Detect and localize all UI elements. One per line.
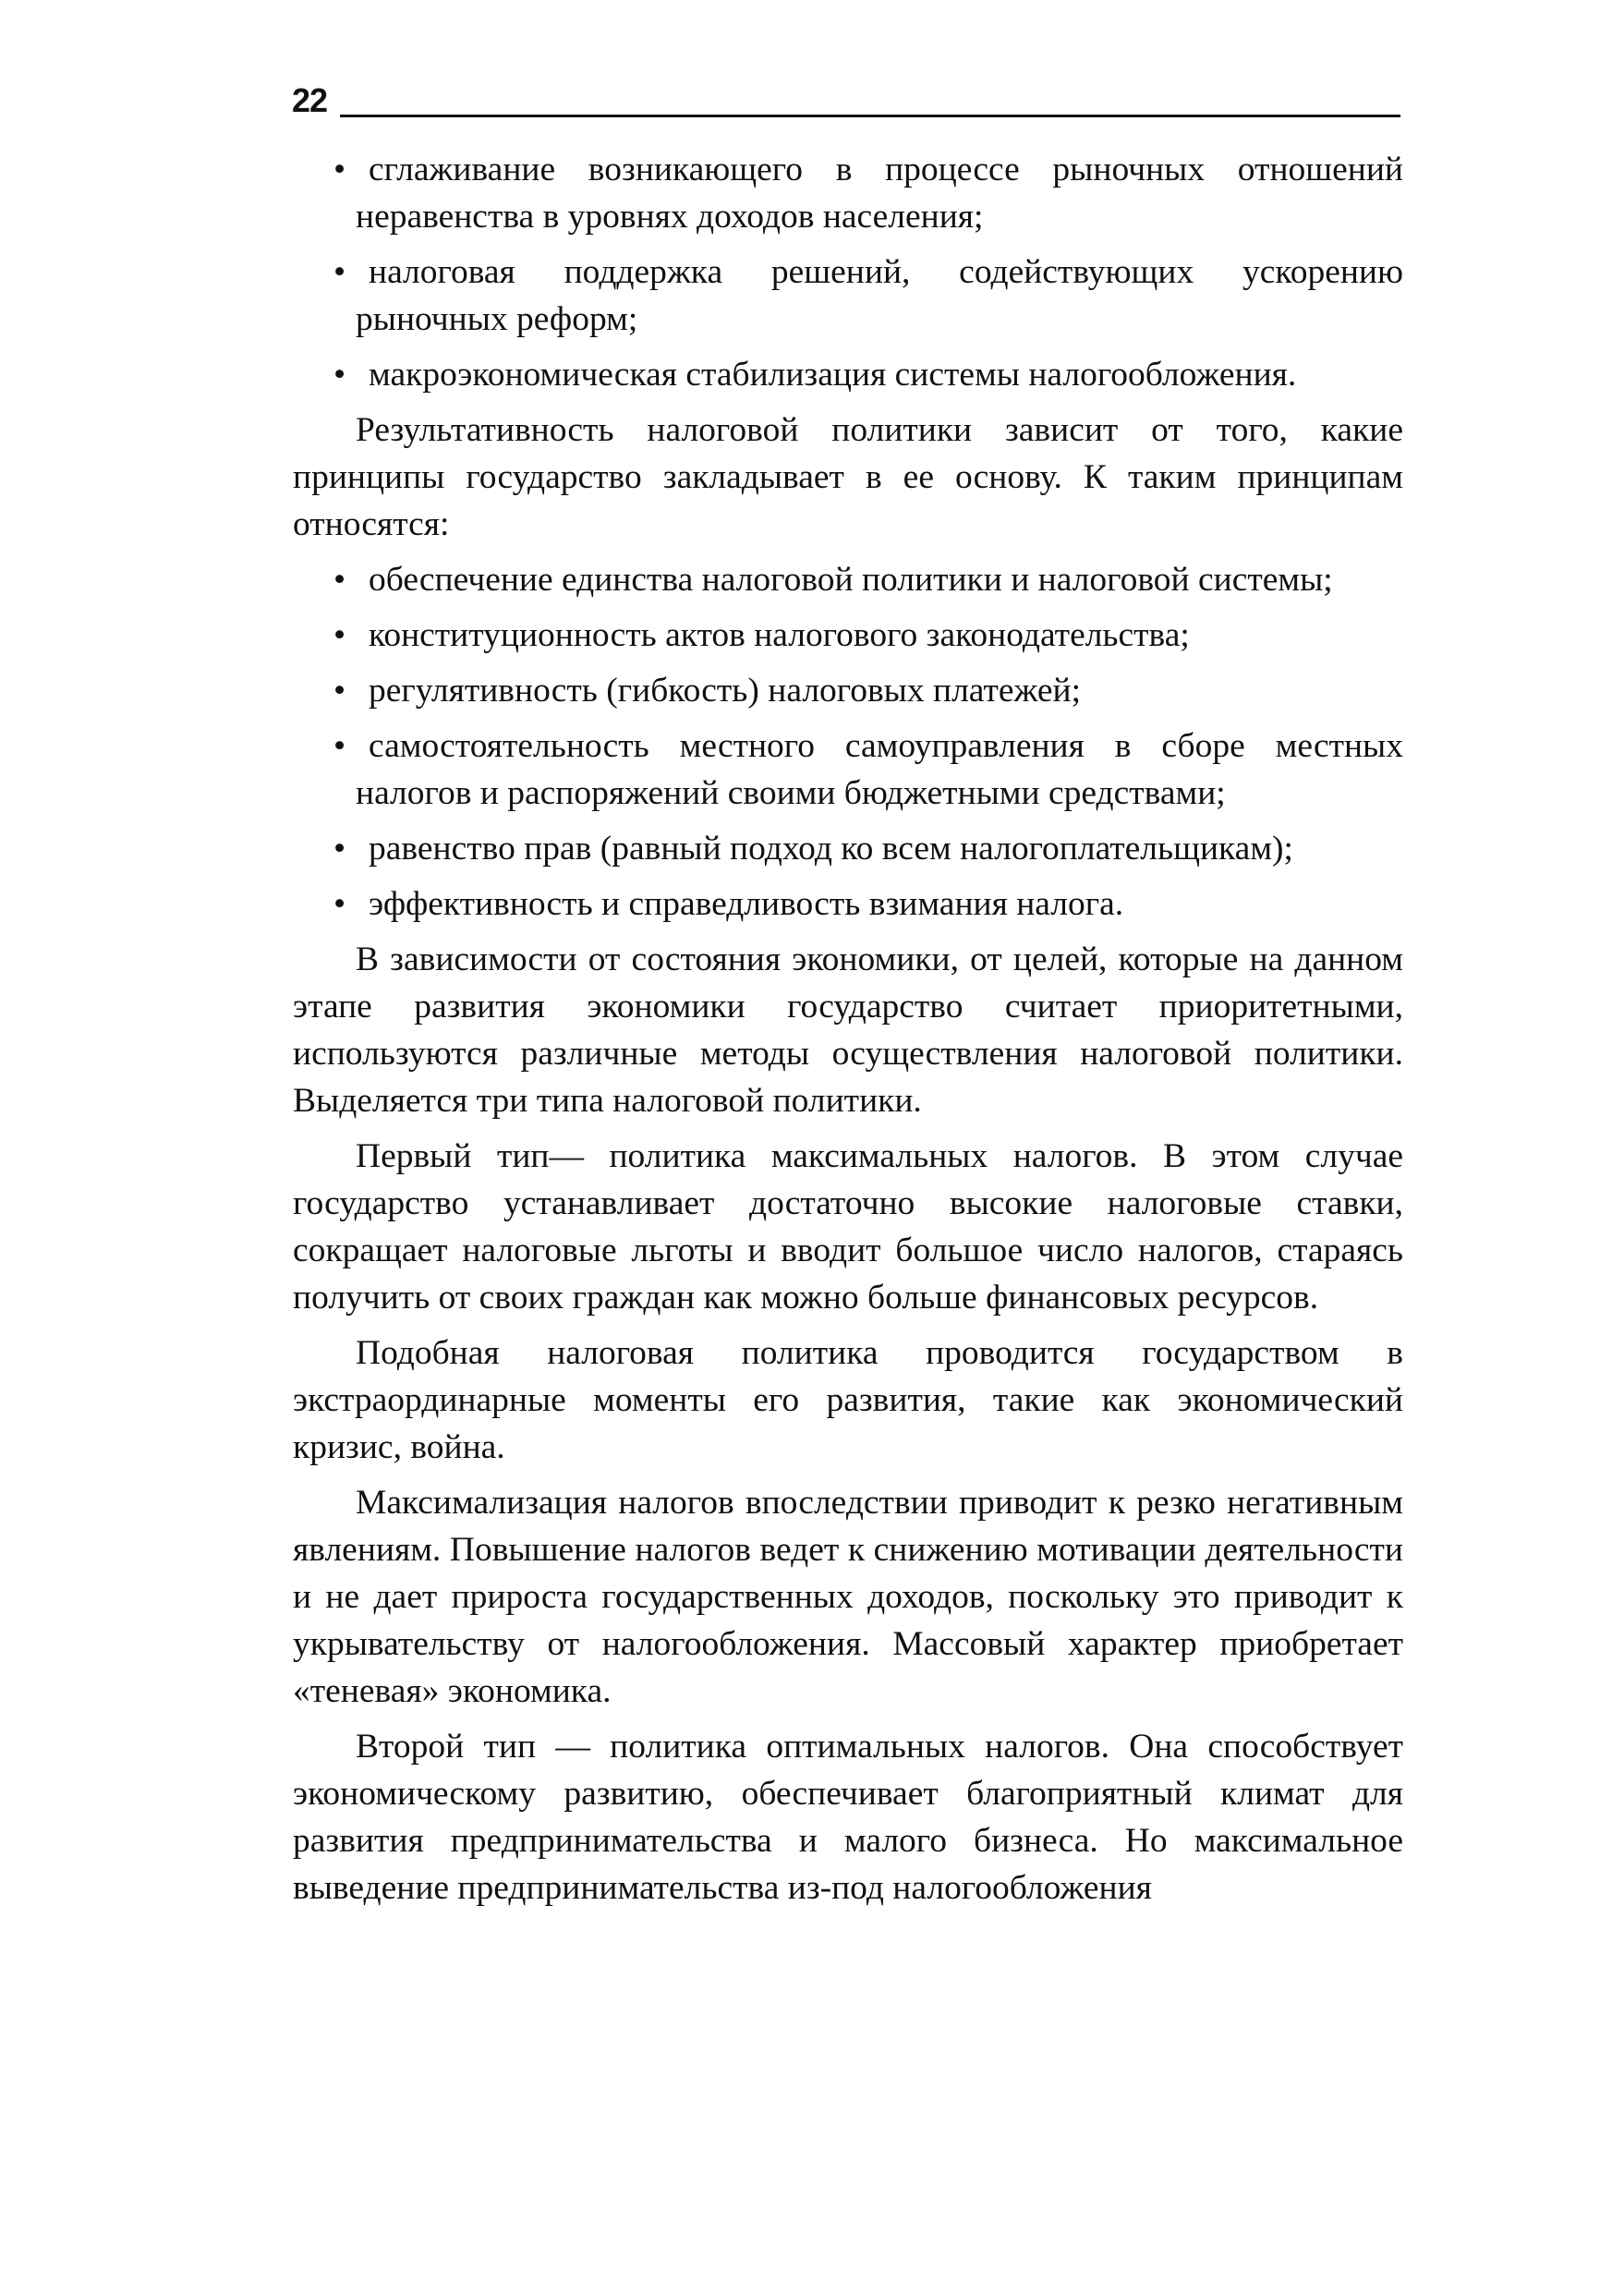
list-item: [293, 667, 1403, 714]
bullet-icon: •: [333, 885, 346, 923]
list-item-text: регулятивность (гибкость) налоговых платежей;: [369, 672, 1082, 710]
bullet-icon: •: [333, 253, 346, 291]
bullet-icon: •: [333, 830, 346, 868]
list-item: [293, 880, 1403, 928]
list-item-text: конституционность актов налогового законодательства;: [369, 616, 1190, 654]
bullet-icon: •: [333, 151, 346, 188]
paragraph-second-type: Второй тип — политика оптимальных налогов. Она способствует экономическому развитию, обеспечивает благоприятный климат для развития предпринимательства и малого бизнеса. Но максимальное выведение предпринимательства из-под налогообложения: [293, 1728, 1403, 1907]
list-item-text: налоговая поддержка решений, содействующих ускорению рыночных реформ;: [356, 253, 1403, 338]
paragraph-principles-intro: Результативность налоговой политики зависит от того, какие принципы государство закладывает в ее основу. К таким принципам относятся:: [293, 411, 1403, 543]
bullet-icon: •: [333, 561, 346, 599]
paragraph-extraordinary: Подобная налоговая политика проводится государством в экстраординарные моменты его развития, такие как экономический кризис, война.: [293, 1334, 1403, 1466]
list-item: [293, 146, 1403, 240]
list-item-text: равенство прав (равный подход ко всем налогоплательщикам);: [369, 830, 1293, 868]
bullet-icon: •: [333, 727, 346, 765]
page-number: 22: [292, 81, 328, 119]
list-item-text: сглаживание возникающего в процессе рыночных отношений неравенства в уровнях доходов населения;: [356, 151, 1403, 236]
page-header: [292, 79, 1400, 122]
page-body: [293, 146, 1403, 1920]
list-item: [293, 556, 1403, 603]
header-rule: [340, 115, 1400, 117]
list-item-text: эффективность и справедливость взимания налога.: [369, 885, 1124, 923]
paragraph-maximization: Максимализация налогов впоследствии приводит к резко негативным явлениям. Повышение налогов ведет к снижению мотивации деятельности и не дает прироста государственных доходов, поскольку это приводит к укрывательству от налогообложения. Массовый характер приобретает «теневая» экономика.: [293, 1484, 1403, 1710]
list-item-text: макроэкономическая стабилизация системы налогообложения.: [369, 356, 1297, 394]
list-item: [293, 722, 1403, 817]
list-item: [293, 825, 1403, 872]
list-item: [293, 612, 1403, 659]
bullet-icon: •: [333, 672, 346, 710]
list-item: [293, 249, 1403, 343]
list-item-text: самостоятельность местного самоуправления в сборе местных налогов и распоряжений своими бюджетными средствами;: [356, 727, 1403, 812]
principles-list: [293, 556, 1403, 928]
list-item-text: обеспечение единства налоговой политики и налоговой системы;: [369, 561, 1333, 599]
goals-list: [293, 146, 1403, 398]
bullet-icon: •: [333, 616, 346, 654]
bullet-icon: •: [333, 356, 346, 394]
paragraph-first-type: Первый тип— политика максимальных налогов. В этом случае государство устанавливает достаточно высокие налоговые ставки, сокращает налоговые льготы и вводит большое число налогов, стараясь получить от своих граждан как можно больше финансовых ресурсов.: [293, 1137, 1403, 1317]
paragraph-methods: В зависимости от состояния экономики, от целей, которые на данном этапе развития экономики государство считает приоритетными, используются различные методы осуществления налоговой политики. Выделяется три типа налоговой политики.: [293, 941, 1403, 1120]
list-item: [293, 351, 1403, 398]
